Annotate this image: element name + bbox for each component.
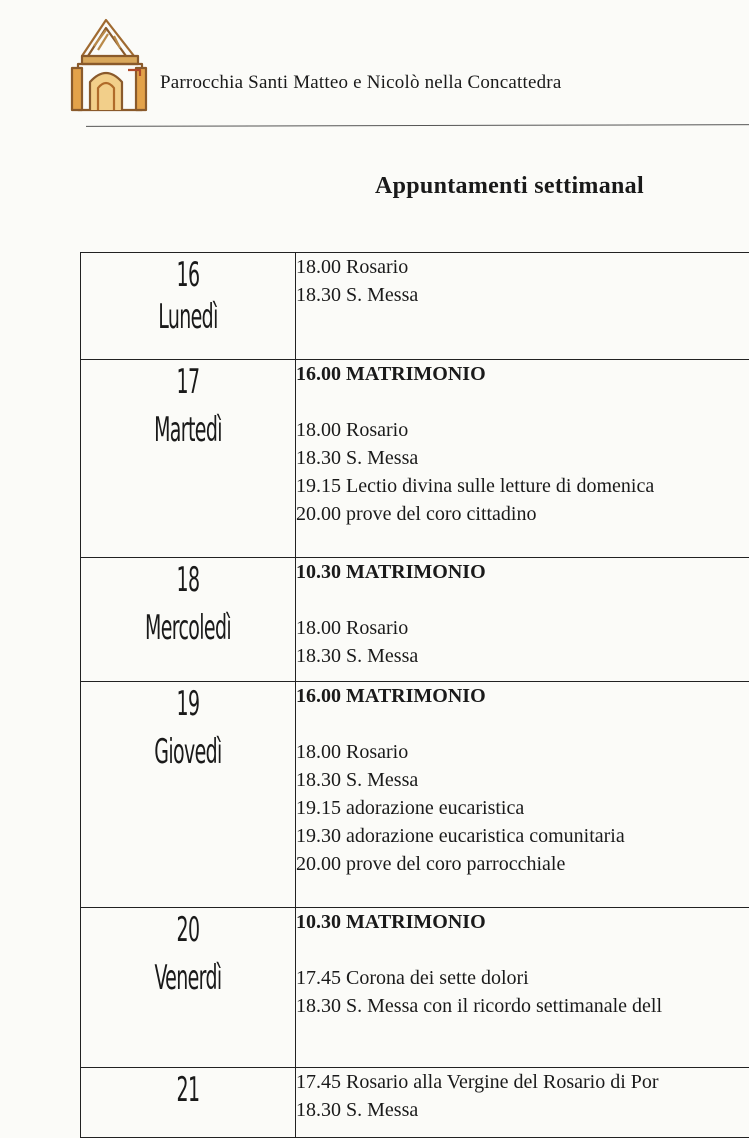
events-cell [296,253,749,360]
event-item: 18.30 S. Messa [296,281,749,309]
schedule-row [81,1068,749,1138]
event-item: 18.30 S. Messa [296,444,749,472]
parish-name-header: Parrocchia Santi Matteo e Nicolò nella Concattedra [160,72,561,94]
schedule-row [81,908,749,1068]
event-item: 18.30 S. Messa [296,766,749,794]
day-number: 21 [122,1070,255,1110]
event-item: 18.30 S. Messa [296,1096,749,1124]
event-item [296,586,749,614]
day-cell [81,908,296,1068]
day-cell [81,558,296,682]
event-item: 18.00 Rosario [296,416,749,444]
day-name: Martedì [122,410,255,450]
day-cell [81,253,296,360]
event-item: 20.00 prove del coro cittadino [296,500,749,528]
event-highlight: 10.30 MATRIMONIO [296,908,749,936]
event-item: 19.30 adorazione eucaristica comunitaria [296,822,749,850]
events-cell [296,1068,749,1138]
page-title: Appuntamenti settimanal [375,173,644,200]
schedule-row [81,253,749,360]
event-highlight: 10.30 MATRIMONIO [296,558,749,586]
event-item: 18.00 Rosario [296,738,749,766]
parish-logo [68,16,150,114]
day-number: 18 [122,560,255,600]
day-number: 17 [122,362,255,402]
events-cell [296,908,749,1068]
events-cell [296,360,749,558]
day-cell [81,360,296,558]
event-item: 17.45 Rosario alla Vergine del Rosario di Por [296,1068,749,1096]
schedule-row [81,558,749,682]
event-item [296,388,749,416]
day-name: Lunedì [122,297,255,337]
event-item: 18.00 Rosario [296,614,749,642]
event-item: 18.00 Rosario [296,253,749,281]
event-item: 19.15 adorazione eucaristica [296,794,749,822]
event-item: 18.30 S. Messa [296,642,749,670]
event-highlight: 16.00 MATRIMONIO [296,360,749,388]
event-item: 18.30 S. Messa con il ricordo settimanale dell [296,992,749,1020]
day-name: Giovedì [122,732,255,772]
day-number: 16 [122,255,255,295]
day-number: 19 [122,684,255,724]
event-item: 19.15 Lectio divina sulle letture di domenica [296,472,749,500]
event-item [296,710,749,738]
event-item: 20.00 prove del coro parrocchiale [296,850,749,878]
day-cell [81,1068,296,1138]
events-cell [296,682,749,908]
events-cell [296,558,749,682]
event-item: 17.45 Corona dei sette dolori [296,964,749,992]
event-highlight: 16.00 MATRIMONIO [296,682,749,710]
day-cell [81,682,296,908]
schedule-row [81,360,749,558]
header-divider [86,124,749,127]
day-name: Venerdì [122,958,255,998]
weekly-schedule-table [80,252,749,1138]
event-item [296,936,749,964]
day-name: Mercoledì [122,608,255,648]
day-number: 20 [122,910,255,950]
schedule-row [81,682,749,908]
